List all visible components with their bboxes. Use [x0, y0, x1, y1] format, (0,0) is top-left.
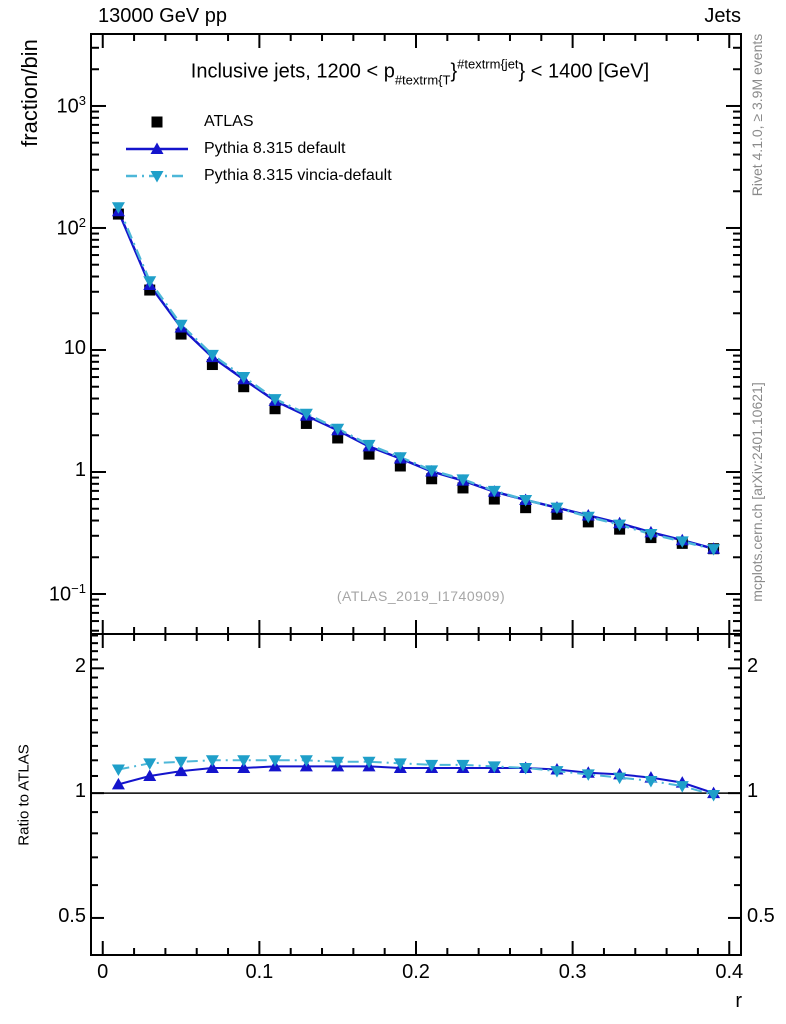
main-y-tick-label: $10^2$ [56, 214, 86, 240]
rivet-version-credit: Rivet 4.1.0, ≥ 3.9M events [749, 33, 765, 197]
watermark-analysis-id: (ATLAS_2019_I1740909) [336, 588, 506, 604]
legend-label: ATLAS [204, 112, 254, 130]
ratio-line-triangle-down [118, 760, 713, 795]
ratio-point-triangle-down [112, 765, 125, 777]
legend-marker-square [124, 113, 190, 131]
legend-label: Pythia 8.315 default [204, 139, 346, 157]
legend-item [124, 162, 392, 189]
ratio-point-triangle-down [175, 757, 188, 769]
x-tick-label: 0.2 [402, 961, 430, 983]
legend-marker-triangle-down [124, 167, 190, 185]
series-line-triangle-up [118, 211, 713, 548]
main-y-tick-label: 1 [74, 458, 86, 481]
plot-title-part: #textrm{T [394, 72, 451, 88]
mcplots-arxiv-credit: mcplots.cern.ch [arXiv:2401.10621] [749, 382, 765, 602]
ratio-y-tick-label-left: 2 [74, 655, 86, 678]
x-tick-label: 0 [97, 961, 109, 983]
plot-title [191, 57, 649, 88]
legend-item [124, 108, 392, 135]
main-y-axis-title: fraction/bin [17, 39, 42, 147]
main-y-tick-label: 10 [63, 336, 86, 359]
plot-title-part: } [450, 60, 458, 83]
analysis-tag-label: Jets [704, 5, 741, 27]
ratio-y-tick-label-left: 0.5 [58, 904, 86, 927]
series-line-triangle-down [118, 207, 713, 549]
x-axis-title: r [735, 990, 742, 1012]
legend-label: Pythia 8.315 vincia-default [204, 166, 392, 184]
main-y-tick-label: $10^{-1}$ [48, 580, 86, 606]
legend-item [124, 135, 392, 162]
beam-energy-label: 13000 GeV pp [98, 5, 227, 27]
ratio-y-tick-label-right: 1 [747, 780, 759, 803]
ratio-y-axis-title: Ratio to ATLAS [15, 744, 33, 846]
plot-title-part: } < 1400 [GeV] [518, 60, 650, 83]
x-tick-label: 0.4 [715, 961, 744, 983]
ratio-y-tick-label-right: 2 [747, 655, 759, 678]
plot-title-part: #textrm{jet [457, 56, 519, 72]
main-y-tick-label: $10^3$ [56, 92, 86, 118]
legend-marker-triangle-up [124, 140, 190, 158]
ratio-y-tick-label-left: 1 [74, 780, 86, 803]
ratio-panel-frame [91, 634, 741, 955]
legend [124, 108, 392, 189]
ratio-y-tick-label-right: 0.5 [747, 904, 775, 927]
plot-title-part: Inclusive jets, 1200 < p [190, 60, 395, 83]
x-tick-label: 0.1 [245, 961, 274, 983]
x-tick-label: 0.3 [558, 961, 587, 983]
